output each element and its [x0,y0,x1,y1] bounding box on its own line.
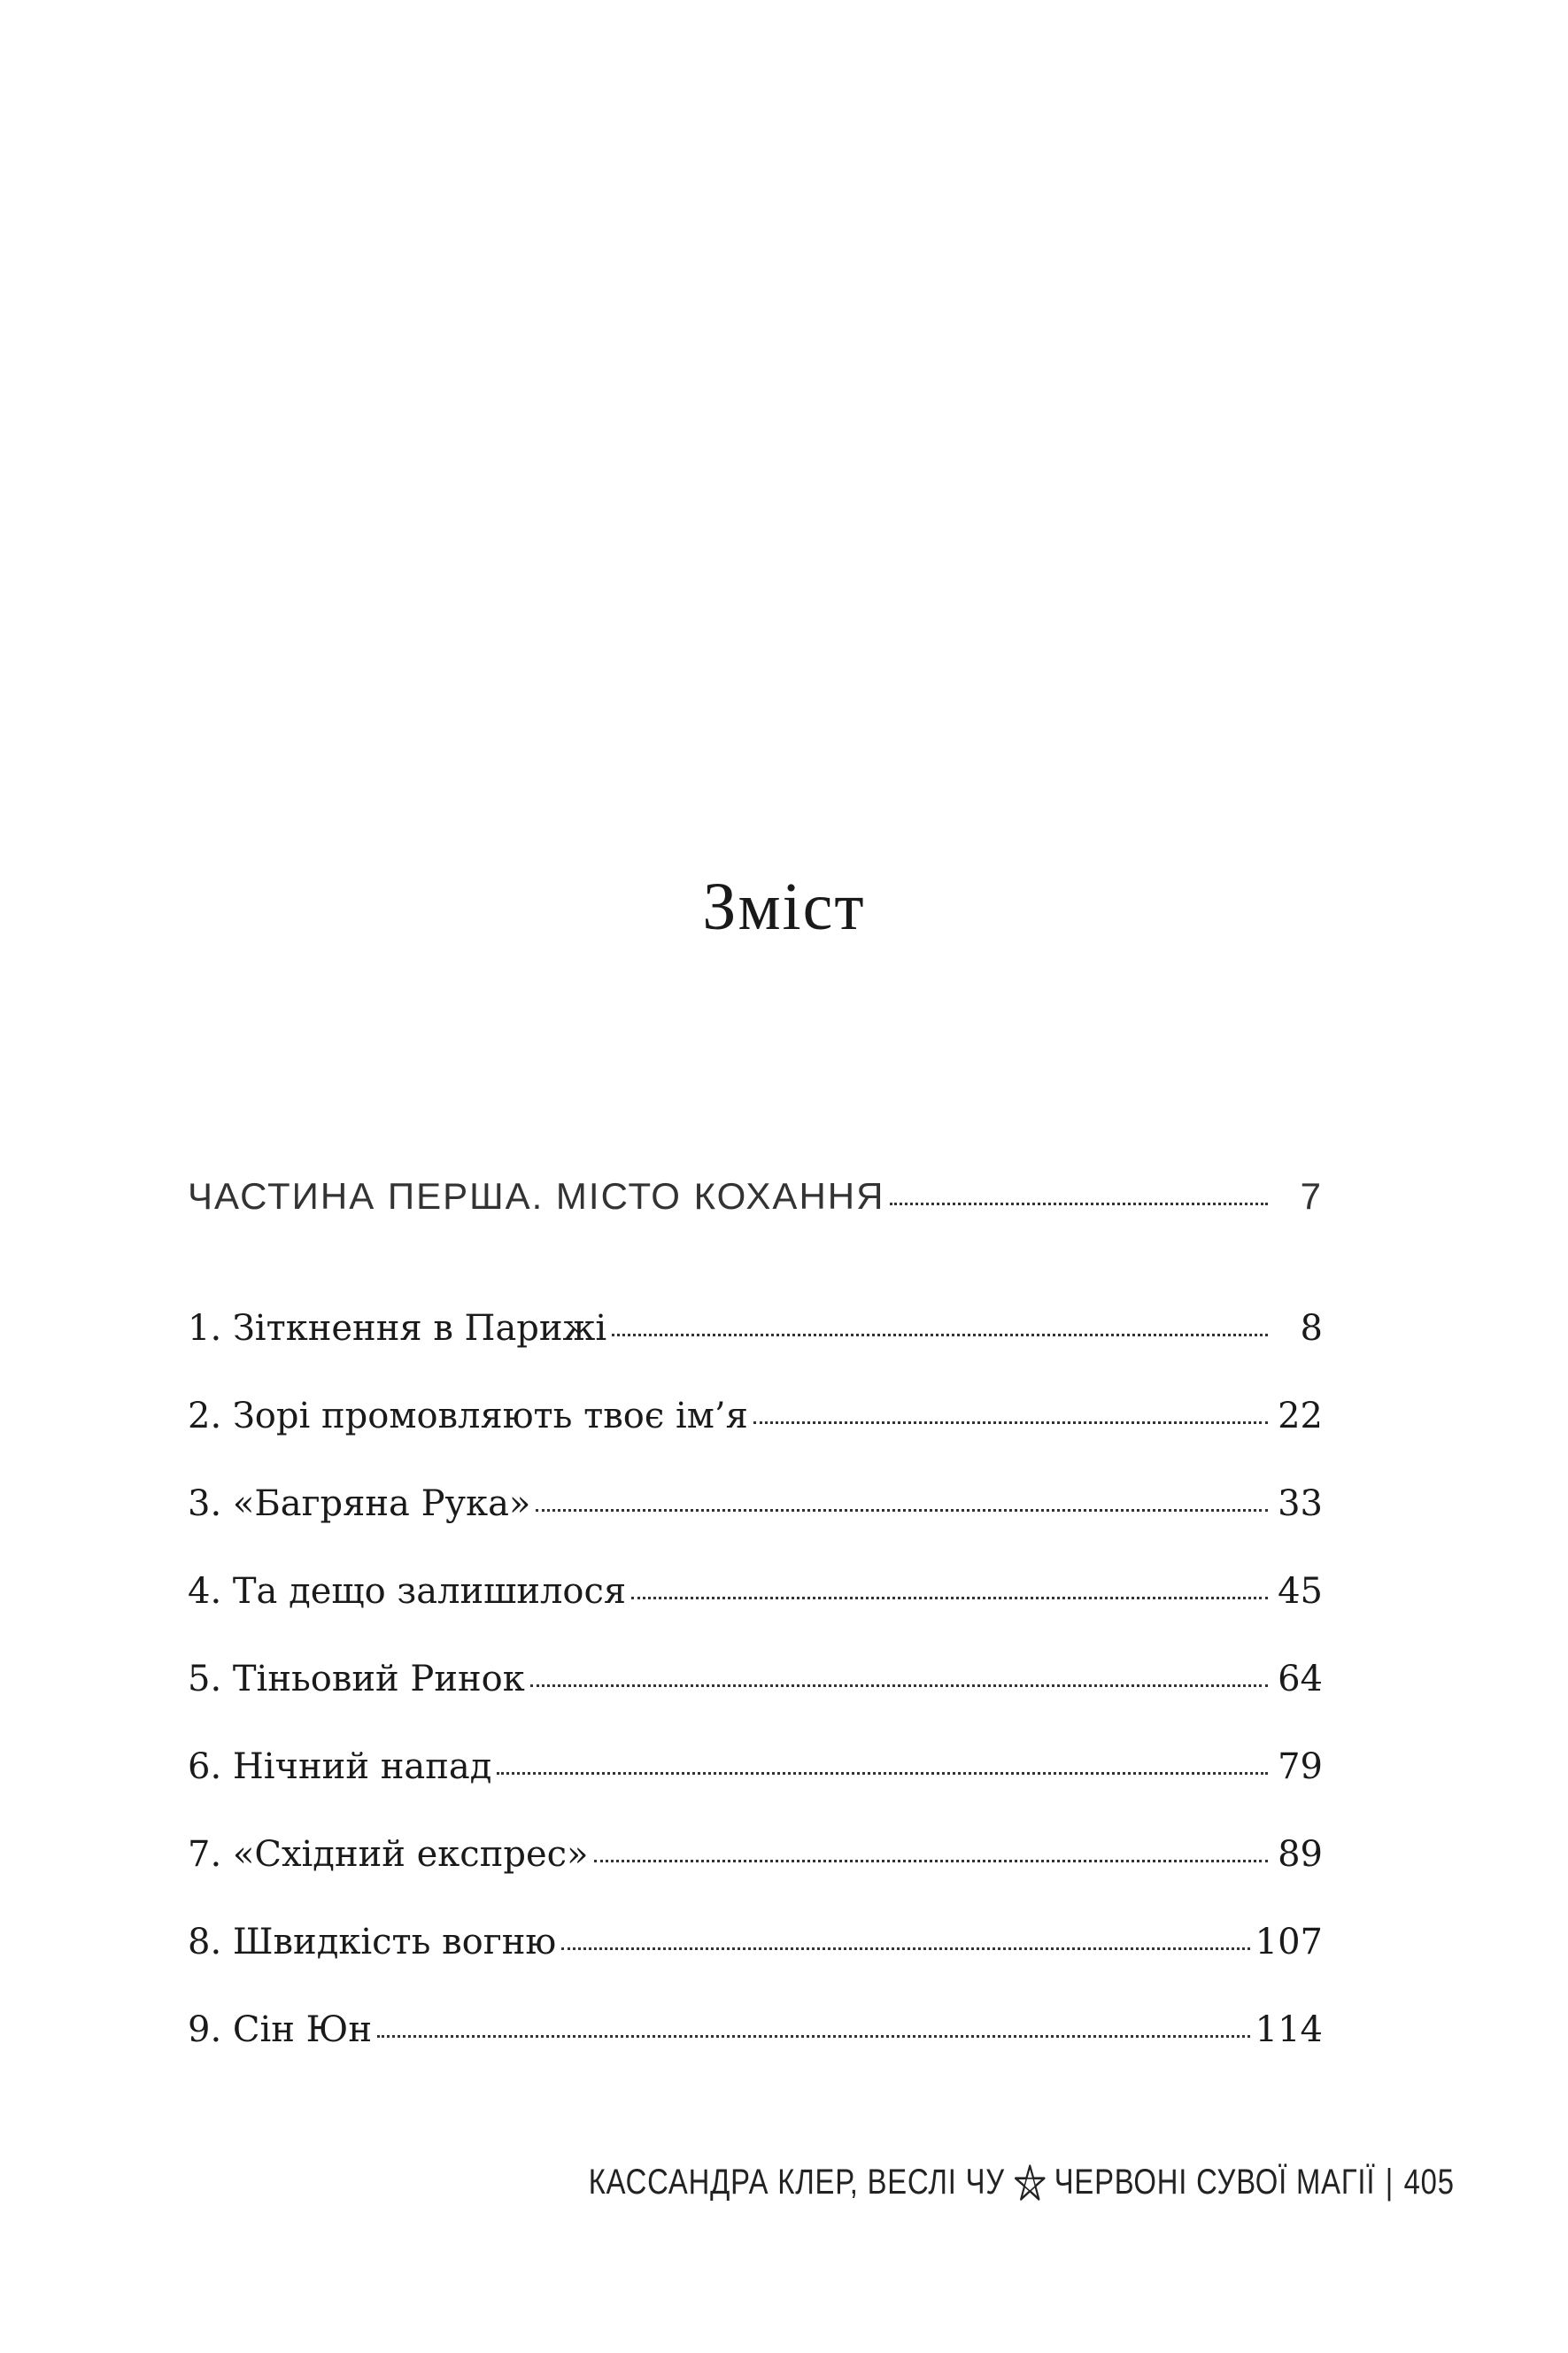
toc-chapter-entry[interactable] [188,1483,1323,1574]
toc-chapter-label: 4. Та дещо залишилося [188,1571,627,1612]
toc-leader-dots [753,1421,1268,1424]
toc-leader-dots [890,1203,1268,1205]
toc-chapter-label: 7. «Східний експрес» [188,1834,589,1875]
toc-chapter-label: 5. Тіньовий Ринок [188,1659,525,1699]
footer-page-number: 405 [1403,2163,1455,2202]
toc-chapter-label: 6. Нічний напад [188,1746,492,1787]
toc-leader-dots [536,1509,1268,1512]
toc-chapter-page: 22 [1278,1396,1323,1436]
toc-leader-dots [594,1860,1268,1862]
toc-chapter-entry[interactable] [188,1308,1323,1398]
toc-chapter-label: 9. Сін Юн [188,2009,373,2050]
toc-chapter-page: 64 [1278,1659,1323,1699]
toc-leader-dots [530,1684,1268,1687]
toc-chapter-entry[interactable] [188,1924,1323,2012]
toc-chapter-entry[interactable] [188,1661,1323,1749]
running-footer [589,2163,1455,2202]
toc-leader-dots [377,2035,1250,2038]
toc-chapter-page: 107 [1255,1922,1323,1962]
toc-chapter-page: 33 [1278,1483,1323,1524]
toc-chapter-page: 8 [1300,1308,1323,1349]
toc-chapter-page: 79 [1278,1746,1323,1787]
toc-chapter-label: 1. Зіткнення в Парижі [188,1308,607,1349]
toc-chapter-label: 3. «Багряна Рука» [188,1483,531,1524]
toc-chapter-entry[interactable] [188,1571,1323,1661]
footer-authors: КАССАНДРА КЛЕР, ВЕСЛІ ЧУ [588,2163,1006,2202]
page-title: Зміст [702,869,866,944]
pentagram-icon [1014,2163,1046,2202]
footer-separator: | [1385,2163,1394,2202]
toc-leader-dots [612,1334,1268,1336]
toc-leader-dots [561,1947,1249,1950]
toc-chapter-entry[interactable] [188,1834,1323,1924]
toc-part-page: 7 [1300,1175,1323,1217]
footer-book-title: ЧЕРВОНІ СУВОЇ МАГІЇ [1054,2163,1376,2202]
toc-chapter-page: 89 [1278,1834,1323,1875]
toc-chapter-page: 114 [1255,2009,1323,2050]
toc-part-label: ЧАСТИНА ПЕРША. МІСТО КОХАННЯ [188,1175,885,1217]
table-of-contents [188,1175,1323,2100]
toc-chapter-label: 8. Швидкість вогню [188,1922,557,1962]
toc-leader-dots [497,1772,1268,1775]
toc-chapter-entry[interactable] [188,1398,1323,1486]
toc-chapter-entry[interactable] [188,1746,1323,1837]
toc-leader-dots [631,1597,1268,1599]
toc-chapter-page: 45 [1278,1571,1323,1612]
toc-chapter-entry[interactable] [188,2009,1323,2100]
toc-part-entry[interactable] [188,1175,1323,1311]
toc-chapter-label: 2. Зорі промовляють твоє ім’я [188,1396,748,1436]
